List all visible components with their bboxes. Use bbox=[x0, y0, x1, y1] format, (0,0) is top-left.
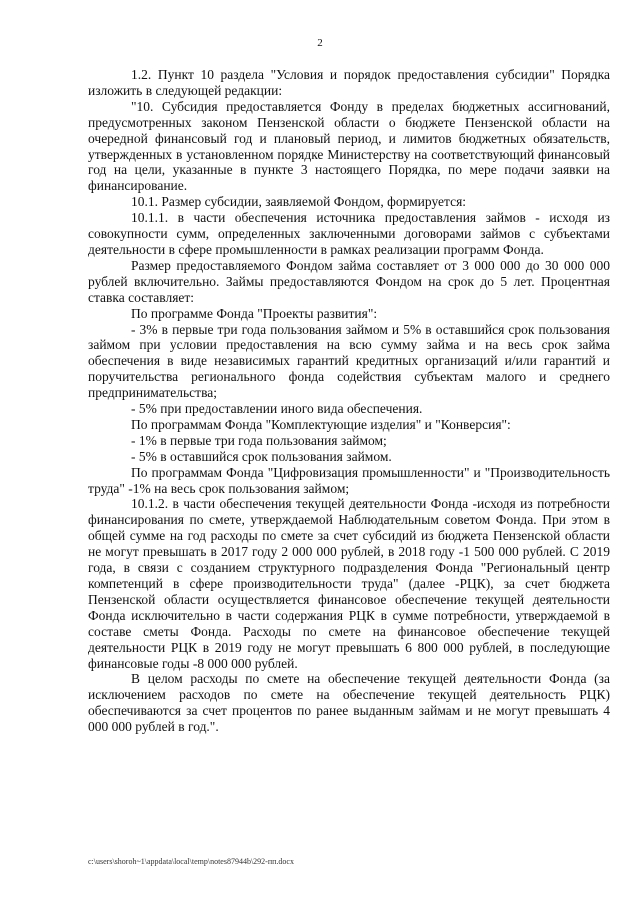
paragraph: 1.2. Пункт 10 раздела "Условия и порядок предоставления субсидии" Порядка изложить в следующей редакции: bbox=[88, 67, 610, 98]
paragraph: 10.1. Размер субсидии, заявляемой Фондом, формируется: bbox=[131, 194, 467, 210]
document-body bbox=[88, 67, 610, 735]
paragraph: По программе Фонда "Проекты развития": bbox=[131, 305, 378, 321]
footer-file-path: c:\users\shoroh~1\appdata\local\temp\notes87944b\292-пп.docx bbox=[88, 857, 294, 866]
paragraph: По программам Фонда "Цифровизация промышленности" и "Производительность труда" -1% на весь срок пользования займом; bbox=[88, 464, 610, 496]
paragraph: "10. Субсидия предоставляется Фонду в пределах бюджетных ассигнований, предусмотренных законом Пензенской области о бюджете Пензенской области на очередной финансовый год и плановый период, и лимитов бюджетных обязательств, утвержденных в установленном порядке Министерству на соответствующий финансовый год на цели, указанные в пункте 3 настоящего Порядка, по мере подачи заявки на финансирование. bbox=[88, 98, 610, 194]
paragraph: В целом расходы по смете на обеспечение текущей деятельности Фонда (за исключением расходов по смете на обеспечение текущей деятельность РЦК) обеспечиваются за счет процентов по ранее выданным займам и не могут превышать 4 000 000 рублей в год.". bbox=[88, 671, 610, 735]
paragraph: 10.1.1. в части обеспечения источника предоставления займов - исходя из совокупности сумм, определенных заключенными договорами займов с субъектами деятельности в сфере промышленности в рамках реализации программ Фонда. bbox=[88, 210, 610, 257]
paragraph: - 3% в первые три года пользования займом и 5% в оставшийся срок пользования займом при условии предоставления на всю сумму займа и на весь срок займа обеспечения в виде независимых гарантий кредитных организаций и/или гарантий и поручительства регионального фонда содействия субъектам малого и среднего предпринимательства; bbox=[88, 321, 610, 401]
paragraph: - 5% при предоставлении иного вида обеспечения. bbox=[131, 401, 423, 417]
paragraph: По программам Фонда "Комплектующие изделия" и "Конверсия": bbox=[131, 416, 511, 432]
paragraph: Размер предоставляемого Фондом займа составляет от 3 000 000 до 30 000 000 рублей включительно. Займы предоставляются Фондом на срок до 5 лет. Процентная ставка составляет: bbox=[88, 257, 610, 305]
page-number: 2 bbox=[317, 37, 323, 49]
paragraph: - 1% в первые три года пользования займом; bbox=[131, 432, 387, 448]
paragraph: - 5% в оставшийся срок пользования займом. bbox=[131, 448, 392, 464]
paragraph: 10.1.2. в части обеспечения текущей деятельности Фонда -исходя из потребности финансирования по смете, утверждаемой Наблюдательным советом Фонда. При этом в общей сумме на год расходы по смете за счет субсидий из бюджета Пензенской области не могут превышать в 2017 году 2 000 000 рублей, в 2018 году -1 500 000 рублей. С 2019 года, в связи с созданием структурного подразделения Фонда "Региональный центр компетенций в сфере производительности труда" (далее -РЦК), за счет бюджета Пензенской области осуществляется финансовое обеспечение текущей деятельности Фонда исключительно в части содержания РЦК в сумме потребности, утверждаемой в составе сметы Фонда. Расходы по смете на финансовое обеспечение текущей деятельности РЦК в 2019 году не могут превышать 6 800 000 рублей, в последующие финансовые годы -8 000 000 рублей. bbox=[88, 496, 610, 671]
